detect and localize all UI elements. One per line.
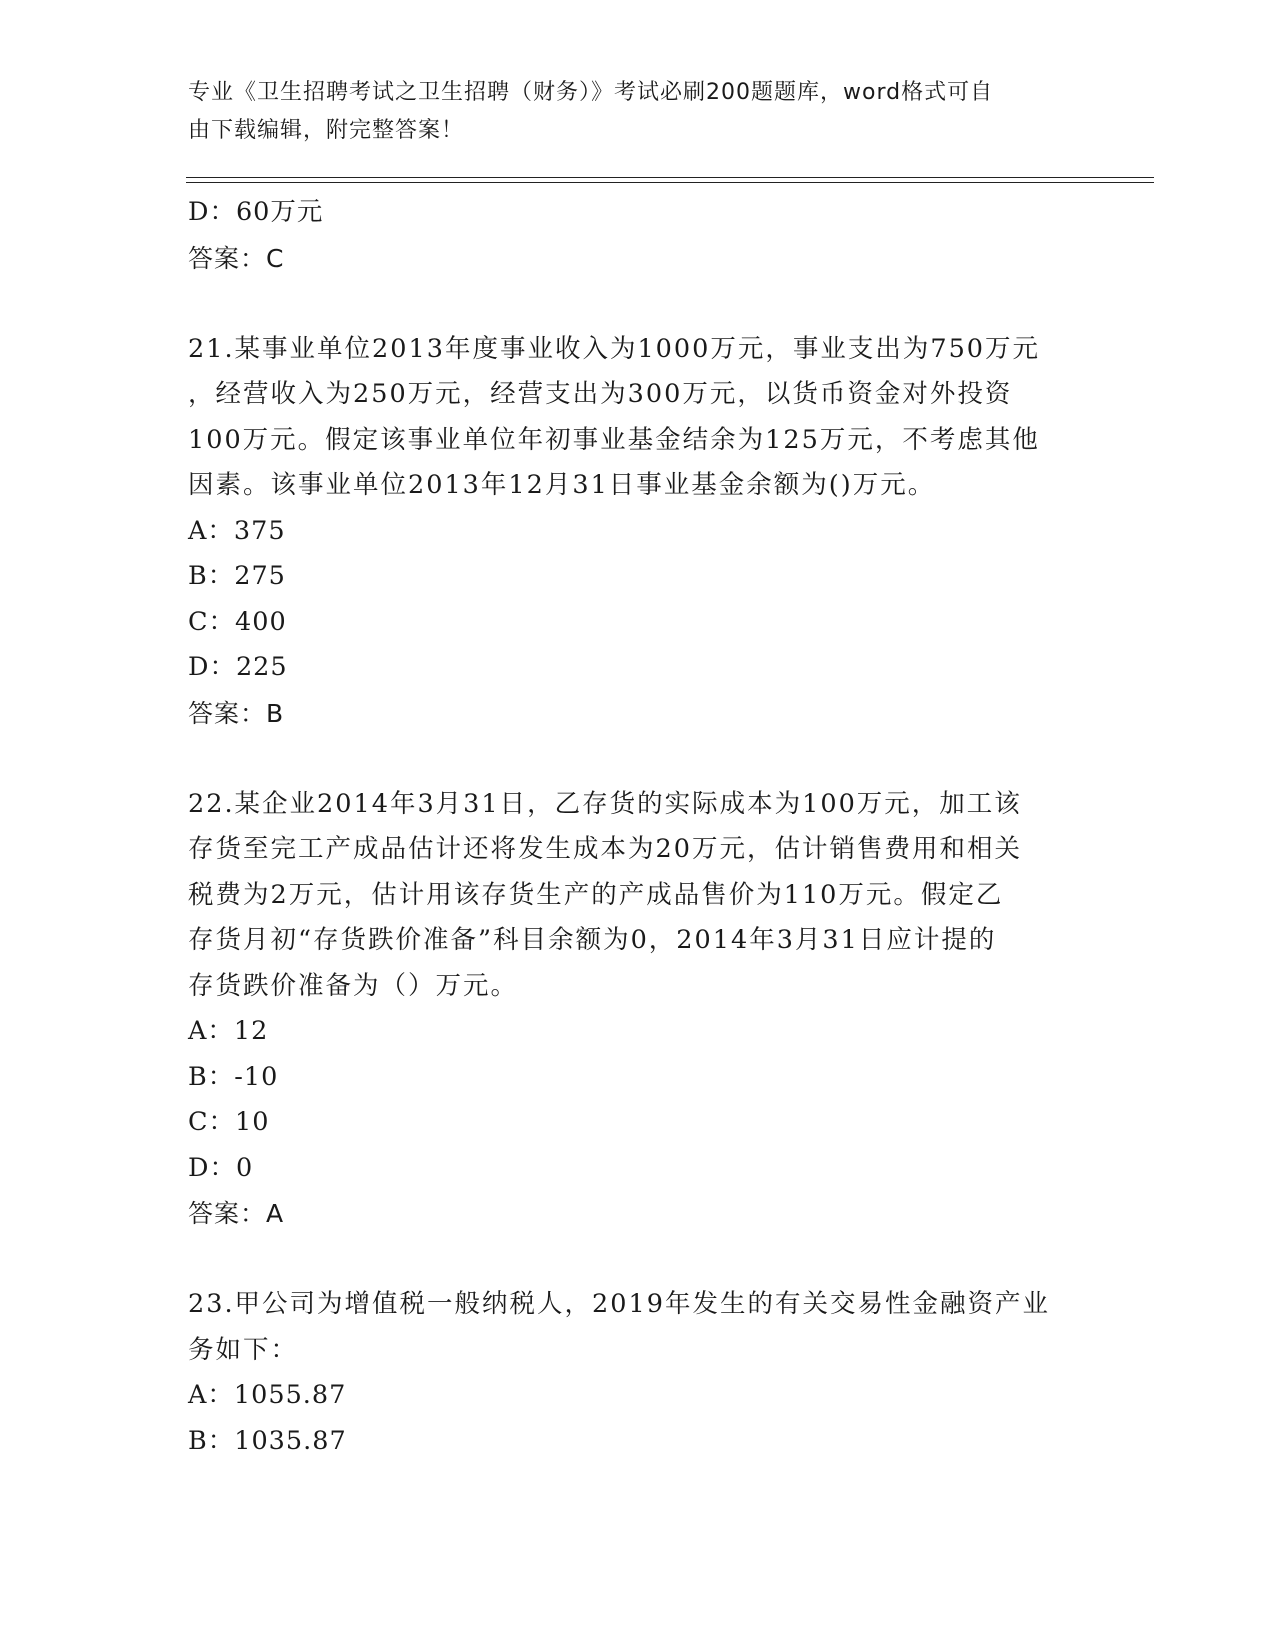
option-b: B：275	[188, 561, 286, 591]
question-22	[188, 782, 1088, 1010]
spacer	[188, 1237, 1088, 1283]
option-a: A：12	[188, 1016, 269, 1046]
option-d: D：60万元	[188, 197, 324, 227]
option-b: B：1035.87	[188, 1425, 347, 1456]
question-text-line: 因素。该事业单位2013年12月31日事业基金余额为()万元。	[188, 470, 936, 500]
question-text-line: 存货至完工产成品估计还将发生成本为20万元，估计销售费用和相关	[188, 834, 1022, 864]
question-text-line: 22.某企业2014年3月31日，乙存货的实际成本为100万元，加工该	[188, 788, 1022, 819]
answer: 答案：C	[188, 243, 285, 273]
option-a: A：1055.87	[188, 1380, 347, 1410]
question-text-line: 存货月初“存货跌价准备”科目余额为0，2014年3月31日应计提的	[188, 925, 997, 955]
question-text-line: 100万元。假定该事业单位年初事业基金结余为125万元，不考虑其他	[188, 424, 1040, 455]
option-d: D：0	[188, 1152, 254, 1183]
header-title-line-1: 专业《卫生招聘考试之卫生招聘（财务）》考试必刷200题题库，word格式可自	[188, 80, 994, 105]
option-b: B：-10	[188, 1061, 279, 1092]
question-text-line: 23.甲公司为增值税一般纳税人，2019年发生的有关交易性金融资产业	[188, 1289, 1050, 1319]
option-a: A：375	[188, 515, 286, 546]
answer: 答案：B	[188, 698, 285, 728]
option-c: C：10	[188, 1107, 270, 1137]
answer: 答案：A	[188, 1199, 285, 1228]
option-c: C：400	[188, 606, 287, 637]
header-title-line-2: 由下载编辑，附完整答案！	[188, 118, 465, 143]
question-text-line: 税费为2万元，估计用该存货生产的产成品售价为110万元。假定乙	[188, 879, 1004, 910]
header-rule-top	[186, 177, 1154, 178]
question-text-line: 务如下：	[188, 1334, 299, 1365]
question-text-line: ，经营收入为250万元，经营支出为300万元，以货币资金对外投资	[188, 379, 1013, 409]
question-text-line: 21.某事业单位2013年度事业收入为1000万元，事业支出为750万元	[188, 333, 1041, 364]
spacer	[188, 736, 1088, 782]
document-header	[188, 74, 1068, 150]
question-23	[188, 1282, 1088, 1373]
option-d: D：225	[188, 652, 288, 682]
document-body	[188, 190, 1088, 1464]
spacer	[188, 281, 1088, 327]
question-text-line: 存货跌价准备为（）万元。	[188, 970, 519, 1001]
header-rule-bottom	[186, 182, 1154, 183]
question-21	[188, 327, 1088, 509]
